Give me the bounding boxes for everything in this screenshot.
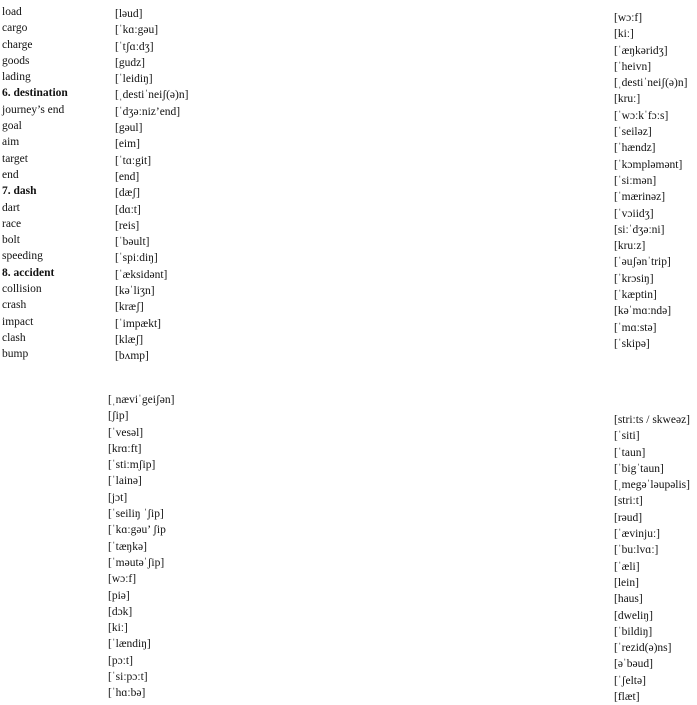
pronunciation-entry: [ˌmegəˈləupəlis]: [614, 479, 690, 492]
pronunciation-entry: [ˈtaun]: [614, 446, 646, 459]
pronunciation-entry: [bʌmp]: [115, 350, 149, 363]
pronunciation-entry: [ʃip]: [108, 410, 129, 423]
pronunciation-entry: [ˈməutəˈʃip]: [108, 556, 165, 569]
pronunciation-entry: [jɔt]: [108, 491, 128, 504]
pronunciation-entry: [dæʃ]: [115, 187, 140, 200]
pronunciation-entry: [gudz]: [115, 56, 146, 69]
pronunciation-entry: [ˈbigˈtaun]: [614, 462, 664, 475]
word-entry: goal: [2, 120, 22, 133]
pronunciation-entry: [ˈheivn]: [614, 60, 652, 73]
pronunciation-entry: [lein]: [614, 576, 639, 589]
pronunciation-entry: [ˈhændz]: [614, 142, 656, 155]
pronunciation-entry: [kruːz]: [614, 240, 646, 253]
pronunciation-entry: [kræʃ]: [115, 301, 144, 314]
pronunciation-entry: [ˈkɔmpləmənt]: [614, 158, 683, 171]
pronunciation-entry: [ˈʃeltə]: [614, 674, 646, 687]
pronunciation-entry: [ˈbuːlvɑː]: [614, 544, 659, 557]
pronunciation-entry: [klæʃ]: [115, 333, 144, 346]
word-entry: speeding: [2, 250, 43, 263]
pronunciation-entry: [ˈtɑːgit]: [115, 154, 152, 167]
pronunciation-list-3: [614, 10, 696, 352]
pronunciation-entry: [ˈəuʃənˈtrip]: [614, 256, 671, 269]
pronunciation-entry: [kiː]: [108, 622, 128, 635]
pronunciation-entry: [reis]: [115, 219, 140, 232]
pronunciation-entry: [end]: [115, 170, 140, 183]
pronunciation-entry: [ˈkrɔsiŋ]: [614, 272, 654, 285]
pronunciation-entry: [dɔk]: [108, 605, 133, 618]
pronunciation-entry: [dɑːt]: [115, 203, 141, 216]
pronunciation-entry: [haus]: [614, 593, 643, 606]
pronunciation-entry: [əˈbəud]: [614, 658, 653, 671]
word-entry: journey’s end: [2, 103, 65, 116]
pronunciation-entry: [ˈæksidənt]: [115, 268, 168, 281]
pronunciation-entry: [kruː]: [614, 93, 641, 106]
pronunciation-entry: [kəˈmɑːndə]: [614, 305, 672, 318]
pronunciation-entry: [ˈleidiŋ]: [115, 73, 153, 86]
word-entry: charge: [2, 38, 33, 51]
pronunciation-entry: [kəˈliʒn]: [115, 285, 155, 298]
pronunciation-entry: [siːˈdʒəːni]: [614, 223, 665, 236]
pronunciation-entry: [piə]: [108, 589, 130, 602]
pronunciation-entry: [ˈbildiŋ]: [614, 625, 653, 638]
pronunciation-entry: [striːts / skweəz]: [614, 414, 691, 426]
pronunciation-entry: [ˈvesəl]: [108, 426, 144, 439]
word-entry: load: [2, 6, 22, 18]
pronunciation-entry: [ˈwɔːkˈfɔːs]: [614, 109, 669, 122]
word-entry: 6. destination: [2, 87, 68, 100]
pronunciation-entry: [striːt]: [614, 495, 643, 508]
pronunciation-entry: [kiː]: [614, 28, 634, 41]
pronunciation-entry: [ˈspiːdiŋ]: [115, 252, 158, 265]
pronunciation-entry: [ˈæli]: [614, 560, 640, 573]
pronunciation-list-4: [614, 412, 696, 705]
pronunciation-entry: [ˈkɑːgəu’ ʃip: [108, 524, 166, 537]
pronunciation-entry: [ˌnæviˈgeiʃən]: [108, 394, 175, 406]
pronunciation-entry: [ˈhɑːbə]: [108, 687, 146, 700]
pronunciation-entry: [ˈvɔiidʒ]: [614, 207, 654, 220]
word-entry: end: [2, 168, 19, 181]
word-entry: target: [2, 152, 28, 165]
word-entry: collision: [2, 283, 42, 296]
pronunciation-entry: [ˈstiːmʃip]: [108, 459, 156, 472]
word-entry: aim: [2, 136, 20, 149]
pronunciation-entry: [wɔːf]: [614, 12, 643, 24]
word-entry: 8. accident: [2, 266, 55, 279]
pronunciation-entry: [ləud]: [115, 8, 143, 20]
pronunciation-entry: [flæt]: [614, 691, 640, 704]
pronunciation-entry: [gəul]: [115, 122, 143, 135]
pronunciation-entry: [ˈlændiŋ]: [108, 638, 151, 651]
pronunciation-entry: [krɑːft]: [108, 442, 142, 455]
pronunciation-entry: [ˈlainə]: [108, 475, 142, 488]
pronunciation-entry: [ˈkæptin]: [614, 289, 657, 302]
word-entry: crash: [2, 299, 27, 312]
word-entry: goods: [2, 54, 30, 67]
pronunciation-entry: [ˈseiləz]: [614, 126, 652, 139]
pronunciation-entry: [ˈmɑːstə]: [614, 321, 657, 334]
pronunciation-entry: [ˈmærinəz]: [614, 191, 666, 204]
pronunciation-entry: [ˈsiːpɔːt]: [108, 671, 148, 684]
pronunciation-entry: [ˈseiliŋ ˈʃip]: [108, 508, 164, 521]
word-list: [2, 4, 102, 363]
word-entry: impact: [2, 315, 34, 328]
pronunciation-entry: [ˌdestiˈneiʃ(ə)n]: [115, 89, 189, 102]
pronunciation-entry: [ˈrezid(ə)ns]: [614, 642, 672, 655]
pronunciation-entry: [ˈtæŋkə]: [108, 540, 147, 553]
pronunciation-entry: [eim]: [115, 138, 140, 151]
pronunciation-entry: [ˈsiti]: [614, 430, 640, 443]
pronunciation-entry: [rəud]: [614, 511, 643, 524]
pronunciation-list-2: [108, 392, 308, 702]
pronunciation-entry: [ˈtʃɑːdʒ]: [115, 40, 154, 53]
pronunciation-entry: [ˌdestiˈneiʃ(ə)n]: [614, 77, 688, 90]
word-entry: cargo: [2, 22, 28, 35]
pronunciation-entry: [pɔːt]: [108, 654, 133, 667]
word-entry: 7. dash: [2, 185, 37, 198]
pronunciation-entry: [ˈsiːmən]: [614, 174, 657, 187]
word-entry: race: [2, 217, 22, 230]
word-entry: bolt: [2, 234, 20, 247]
pronunciation-entry: [ˈævinjuː]: [614, 528, 660, 541]
word-entry: dart: [2, 201, 20, 214]
pronunciation-entry: [ˈæŋkəridʒ]: [614, 44, 668, 57]
pronunciation-entry: [ˈdʒəːniz’end]: [115, 105, 181, 118]
word-entry: lading: [2, 71, 31, 84]
word-entry: clash: [2, 331, 26, 344]
word-entry: bump: [2, 348, 29, 361]
pronunciation-entry: [ˈimpækt]: [115, 317, 161, 330]
pronunciation-entry: [wɔːf]: [108, 573, 137, 586]
pronunciation-entry: [ˈkɑːgəu]: [115, 24, 159, 37]
pronunciation-entry: [ˈbəult]: [115, 236, 150, 249]
pronunciation-entry: [ˈskipə]: [614, 337, 650, 350]
pronunciation-list-1: [115, 6, 315, 365]
pronunciation-entry: [dweliŋ]: [614, 609, 653, 622]
